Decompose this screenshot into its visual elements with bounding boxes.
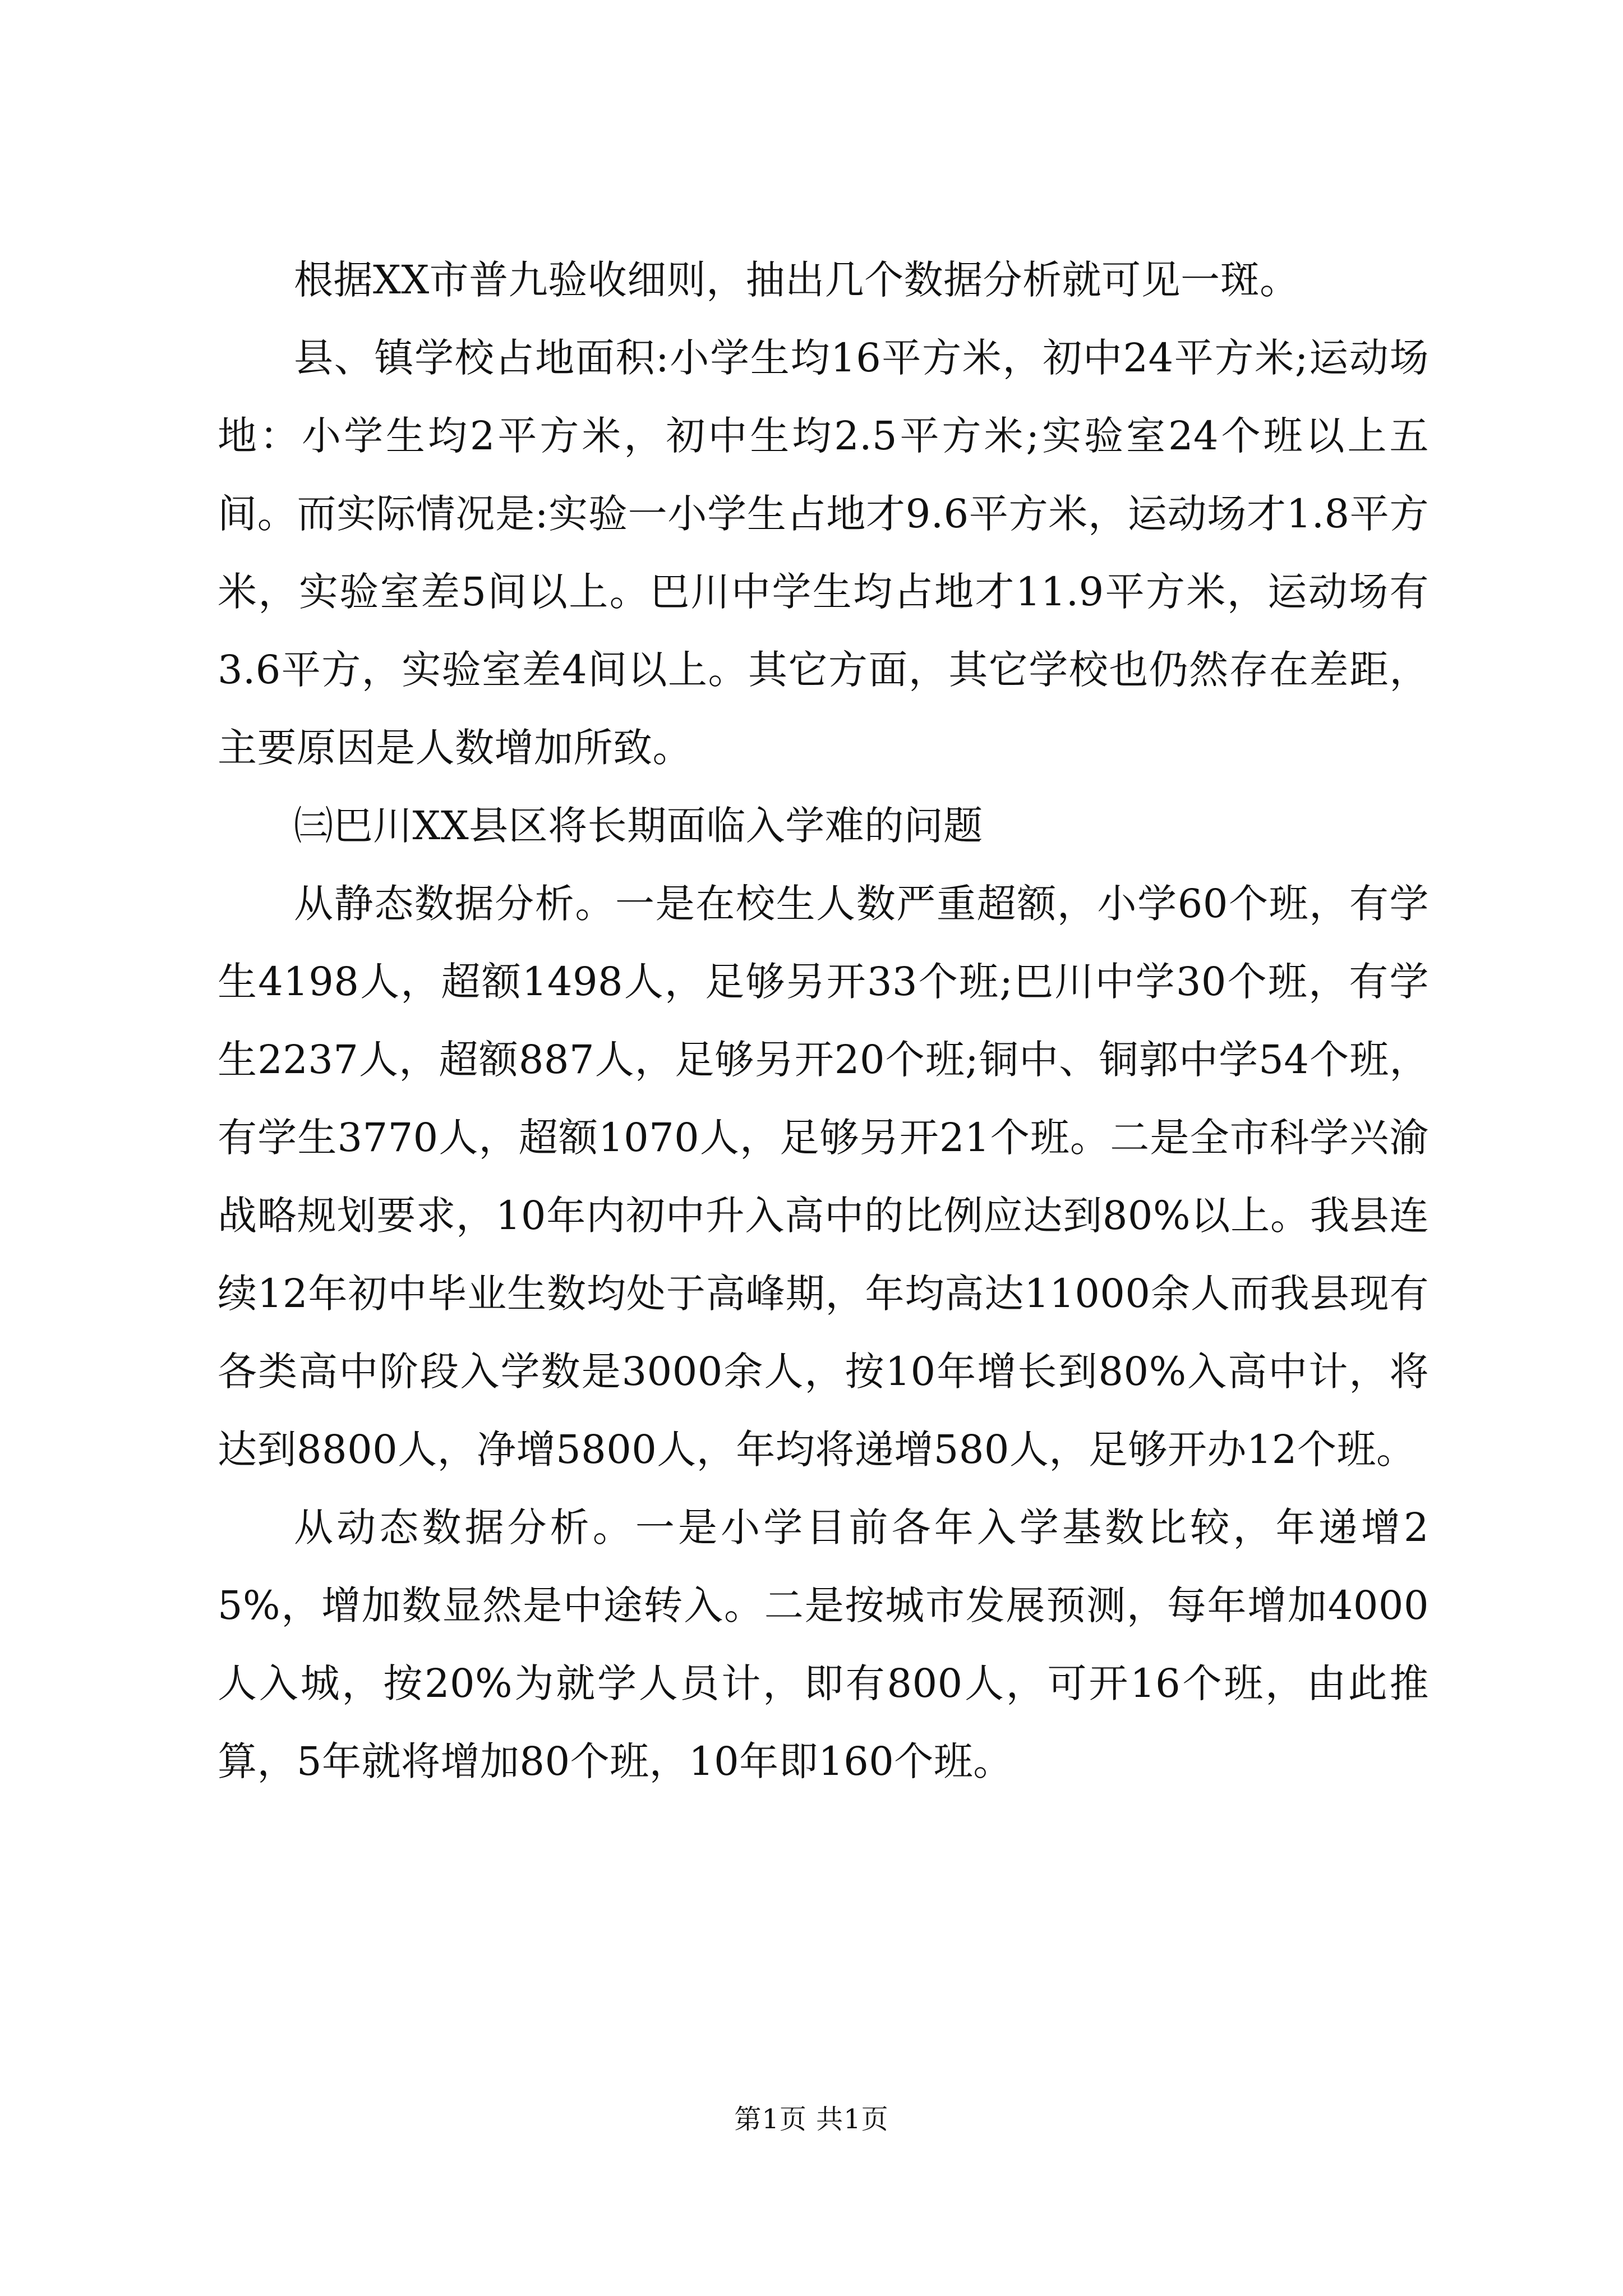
paragraph-dynamic-data-analysis: 从动态数据分析。一是小学目前各年入学基数比较，年递增25%，增加数显然是中途转入。二是按城市发展预测，每年增加4000人入城，按20%为就学人员计，即有800人，可开16个班，由此推算，5年就将增加80个班，10年即160个班。 [218,1504,1429,1784]
document-body [218,241,1429,1801]
paragraph-static-data-analysis: 从静态数据分析。一是在校生人数严重超额，小学60个班，有学生4198人，超额1498人，足够另开33个班;巴川中学30个班，有学生2237人，超额887人，足够另开20个班;铜中、铜郭中学54个班，有学生3770人，超额1070人，足够另开21个班。二是全市科学兴渝战略规划要求，10年内初中升入高中的比例应达到80%以上。我县连续12年初中毕业生数均处于高峰期，年均高达11000余人而我县现有各类高中阶段入学数是3000余人，按10年增长到80%入高中计，将达到8800人，净增5800人，年均将递增580人，足够开办12个班。 [218,881,1429,1473]
paragraph-section-heading: ㈢巴川XX县区将长期面临入学难的问题 [294,803,983,849]
paragraph-land-area-standards: 县、镇学校占地面积:小学生均16平方米，初中24平方米;运动场地：小学生均2平方米，初中生均2.5平方米;实验室24个班以上五间。而实际情况是:实验一小学生占地才9.6平方米，运动场才1.8平方米，实验室差5间以上。巴川中学生均占地才11.9平方米，运动场有3.6平方，实验室差4间以上。其它方面，其它学校也仍然存在差距，主要原因是人数增加所致。 [218,335,1429,771]
page-footer: 第1页 共1页 [734,2104,889,2135]
paragraph-intro: 根据XX市普九验收细则，抽出几个数据分析就可见一斑。 [294,257,1299,303]
